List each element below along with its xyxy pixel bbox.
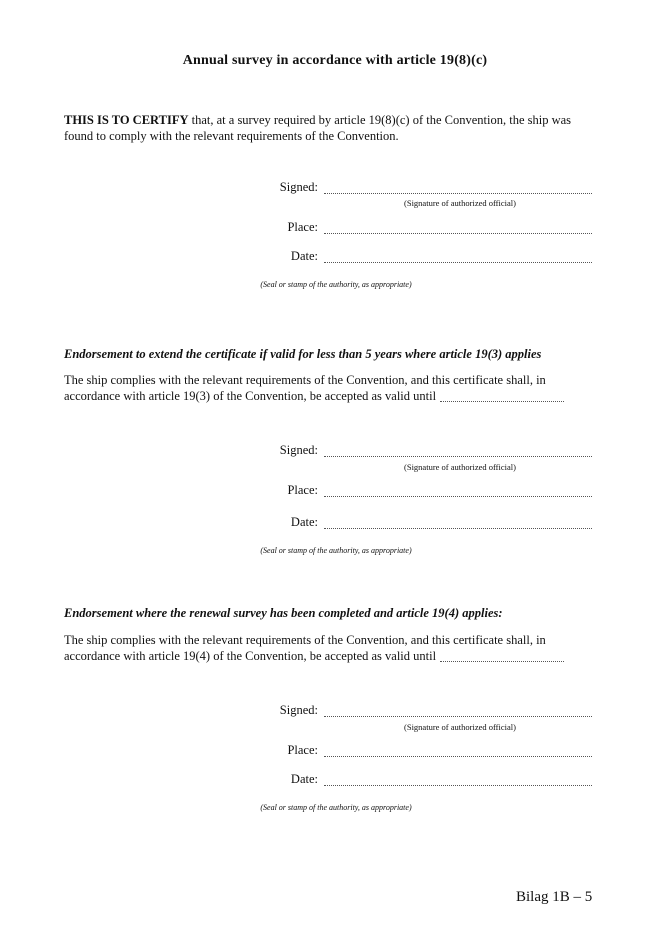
place-label-3: Place: <box>287 743 318 757</box>
place-label-2: Place: <box>287 483 318 497</box>
section2-text: The ship complies with the relevant requirements of the Convention, and this certificate shall, in accordance with article 19(3) of the Convention, be accepted as valid until <box>64 373 546 403</box>
seal-note-3: (Seal or stamp of the authority, as appropriate) <box>260 803 412 812</box>
signed-label-2: Signed: <box>279 443 318 457</box>
signed-field-1[interactable] <box>324 193 592 194</box>
signature-note-3: (Signature of authorized official) <box>404 722 516 732</box>
date-field-3[interactable] <box>324 785 592 786</box>
seal-note-2: (Seal or stamp of the authority, as appropriate) <box>260 546 412 555</box>
place-field-2[interactable] <box>324 496 592 497</box>
valid-until-field-2[interactable] <box>440 661 564 662</box>
date-label-1: Date: <box>290 249 318 263</box>
date-field-1[interactable] <box>324 262 592 263</box>
certify-paragraph <box>64 112 594 144</box>
certify-text: that, at a survey required by article 19(8)(c) of the Convention, the ship was found to comply with the relevant requirements of the Convention. <box>64 113 572 143</box>
signed-field-3[interactable] <box>324 716 592 717</box>
signature-note-1: (Signature of authorized official) <box>404 198 516 208</box>
signed-label-1: Signed: <box>279 180 318 194</box>
page-footer: Bilag 1B – 5 <box>516 889 593 905</box>
section3-heading: Endorsement where the renewal survey has been completed and article 19(4) applies: <box>64 606 503 620</box>
section3-paragraph <box>64 632 594 664</box>
date-field-2[interactable] <box>324 528 592 529</box>
place-label-1: Place: <box>287 220 318 234</box>
place-field-3[interactable] <box>324 756 592 757</box>
date-label-3: Date: <box>290 772 318 786</box>
page-title: Annual survey in accordance with article 19(8)(c) <box>182 53 488 68</box>
date-label-2: Date: <box>290 515 318 529</box>
place-field-1[interactable] <box>324 233 592 234</box>
signed-field-2[interactable] <box>324 456 592 457</box>
valid-until-field-1[interactable] <box>440 401 564 402</box>
seal-note-1: (Seal or stamp of the authority, as appropriate) <box>260 280 412 289</box>
certify-lead: THIS IS TO CERTIFY <box>64 113 189 127</box>
signed-label-3: Signed: <box>279 703 318 717</box>
section2-paragraph <box>64 372 594 404</box>
signature-note-2: (Signature of authorized official) <box>404 462 516 472</box>
section3-text: The ship complies with the relevant requirements of the Convention, and this certificate shall, in accordance with article 19(4) of the Convention, be accepted as valid until <box>64 633 546 663</box>
section2-heading: Endorsement to extend the certificate if valid for less than 5 years where article 19(3) applies <box>64 347 542 361</box>
